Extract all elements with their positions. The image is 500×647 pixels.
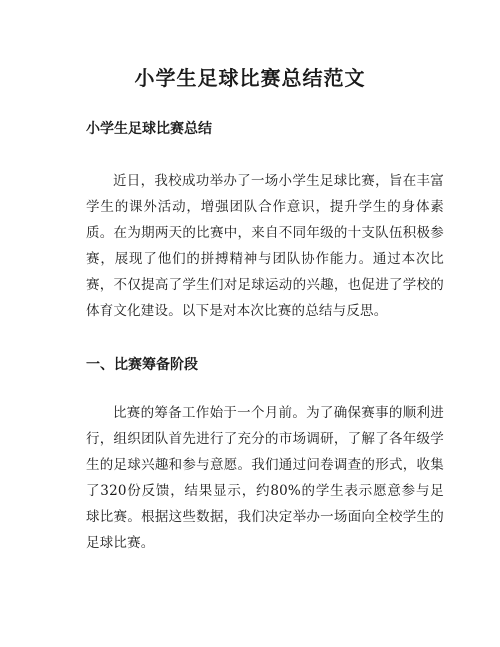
section-paragraph-preparation: 比赛的筹备工作始于一个月前。为了确保赛事的顺利进行，组织团队首先进行了充分的市场调研，了解了各年级学生的足球兴趣和参与意愿。我们通过问卷调查的形式，收集了320份反馈，结果显示，约80%的学生表示愿意参与足球比赛。根据这些数据，我们决定举办一场面向全校学生的足球比赛。	[86, 405, 444, 551]
page-title: 小学生足球比赛总结范文	[134, 66, 366, 90]
section-heading-preparation: 一、比赛筹备阶段	[86, 357, 198, 373]
document-subtitle: 小学生足球比赛总结	[86, 121, 212, 137]
intro-paragraph: 近日，我校成功举办了一场小学生足球比赛，旨在丰富学生的课外活动，增强团队合作意识，提升学生的身体素质。在为期两天的比赛中，来自不同年级的十支队伍积极参赛，展现了他们的拼搏精神与团队协作能力。通过本次比赛，不仅提高了学生们对足球运动的兴趣，也促进了学校的体育文化建设。以下是对本次比赛的总结与反思。	[86, 173, 444, 319]
